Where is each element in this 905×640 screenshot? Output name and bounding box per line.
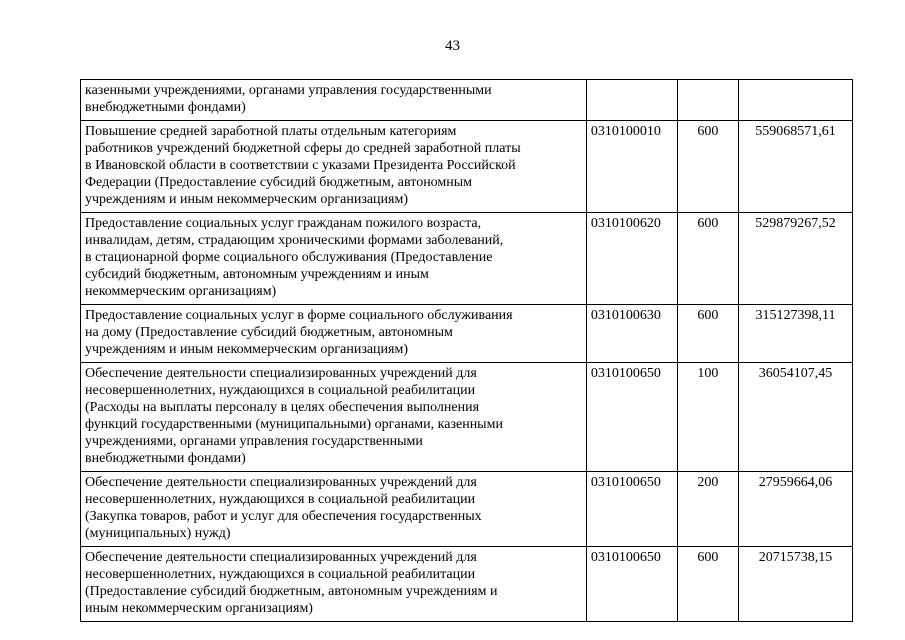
description-line: субсидий бюджетным, автономным учреждениям и иным [85,267,429,282]
target-article-code: 0310100620 [586,213,677,305]
expense-type-code: 600 [677,305,738,363]
expense-type-code: 200 [677,472,738,547]
table-row [81,213,853,305]
target-article-code: 0310100010 [586,121,677,213]
budget-table-body [81,80,853,622]
target-article-code: 0310100650 [586,472,677,547]
expense-type-code [677,80,738,121]
description-line: внебюджетными фондами) [85,451,246,466]
description-line: на дому (Предоставление субсидий бюджетным, автономным [85,325,453,340]
expense-type-code: 600 [677,213,738,305]
description-line: (Предоставление субсидий бюджетным, автономным учреждениям и [85,584,498,599]
description-line: (муниципальных) нужд) [85,526,231,541]
amount: 559068571,61 [739,121,853,213]
target-article-code: 0310100630 [586,305,677,363]
amount: 529879267,52 [739,213,853,305]
description-line: (Расходы на выплаты персоналу в целях обеспечения выполнения [85,400,480,415]
expense-description [81,213,587,305]
description-line: Предоставление социальных услуг в форме социального обслуживания [85,308,513,323]
expense-type-code: 100 [677,363,738,472]
description-line: учреждениям и иным некоммерческим организациям) [85,192,409,207]
description-line: некоммерческим организациям) [85,284,277,299]
description-line: несовершеннолетних, нуждающихся в социальной реабилитации [85,492,476,507]
amount: 20715738,15 [739,547,853,622]
target-article-code: 0310100650 [586,547,677,622]
description-line: Повышение средней заработной платы отдельным категориям [85,124,457,139]
description-line: несовершеннолетних, нуждающихся в социальной реабилитации [85,383,476,398]
table-row [81,305,853,363]
expense-description [81,363,587,472]
amount [739,80,853,121]
description-line: несовершеннолетних, нуждающихся в социальной реабилитации [85,567,476,582]
description-line: в Ивановской области в соответствии с указами Президента Российской [85,158,516,173]
description-line: работников учреждений бюджетной сферы до средней заработной платы [85,141,521,156]
table-row [81,547,853,622]
expense-type-code: 600 [677,547,738,622]
description-line: Обеспечение деятельности специализированных учреждений для [85,550,477,565]
description-line: инвалидам, детям, страдающим хроническими формами заболеваний, [85,233,504,248]
page-number: 43 [445,38,460,54]
expense-description [81,80,587,121]
description-line: (Закупка товаров, работ и услуг для обеспечения государственных [85,509,482,524]
expense-description [81,472,587,547]
target-article-code: 0310100650 [586,363,677,472]
expense-description [81,121,587,213]
table-row [81,363,853,472]
description-line: внебюджетными фондами) [85,100,246,115]
amount: 315127398,11 [739,305,853,363]
description-line: Предоставление социальных услуг гражданам пожилого возраста, [85,216,482,231]
description-line: Обеспечение деятельности специализированных учреждений для [85,475,477,490]
description-line: учреждениям и иным некоммерческим организациям) [85,342,409,357]
expense-type-code: 600 [677,121,738,213]
amount: 36054107,45 [739,363,853,472]
description-line: в стационарной форме социального обслуживания (Предоставление [85,250,493,265]
expense-description [81,305,587,363]
target-article-code [586,80,677,121]
description-line: казенными учреждениями, органами управления государственными [85,83,492,98]
table-row [81,472,853,547]
description-line: функций государственными (муниципальными) органами, казенными [85,417,503,432]
description-line: Обеспечение деятельности специализированных учреждений для [85,366,477,381]
table-row [81,121,853,213]
amount: 27959664,06 [739,472,853,547]
description-line: иным некоммерческим организациям) [85,601,313,616]
description-line: Федерации (Предоставление субсидий бюджетным, автономным [85,175,473,190]
expense-description [81,547,587,622]
table-row [81,80,853,121]
budget-table [80,79,853,622]
description-line: учреждениями, органами управления государственными [85,434,423,449]
